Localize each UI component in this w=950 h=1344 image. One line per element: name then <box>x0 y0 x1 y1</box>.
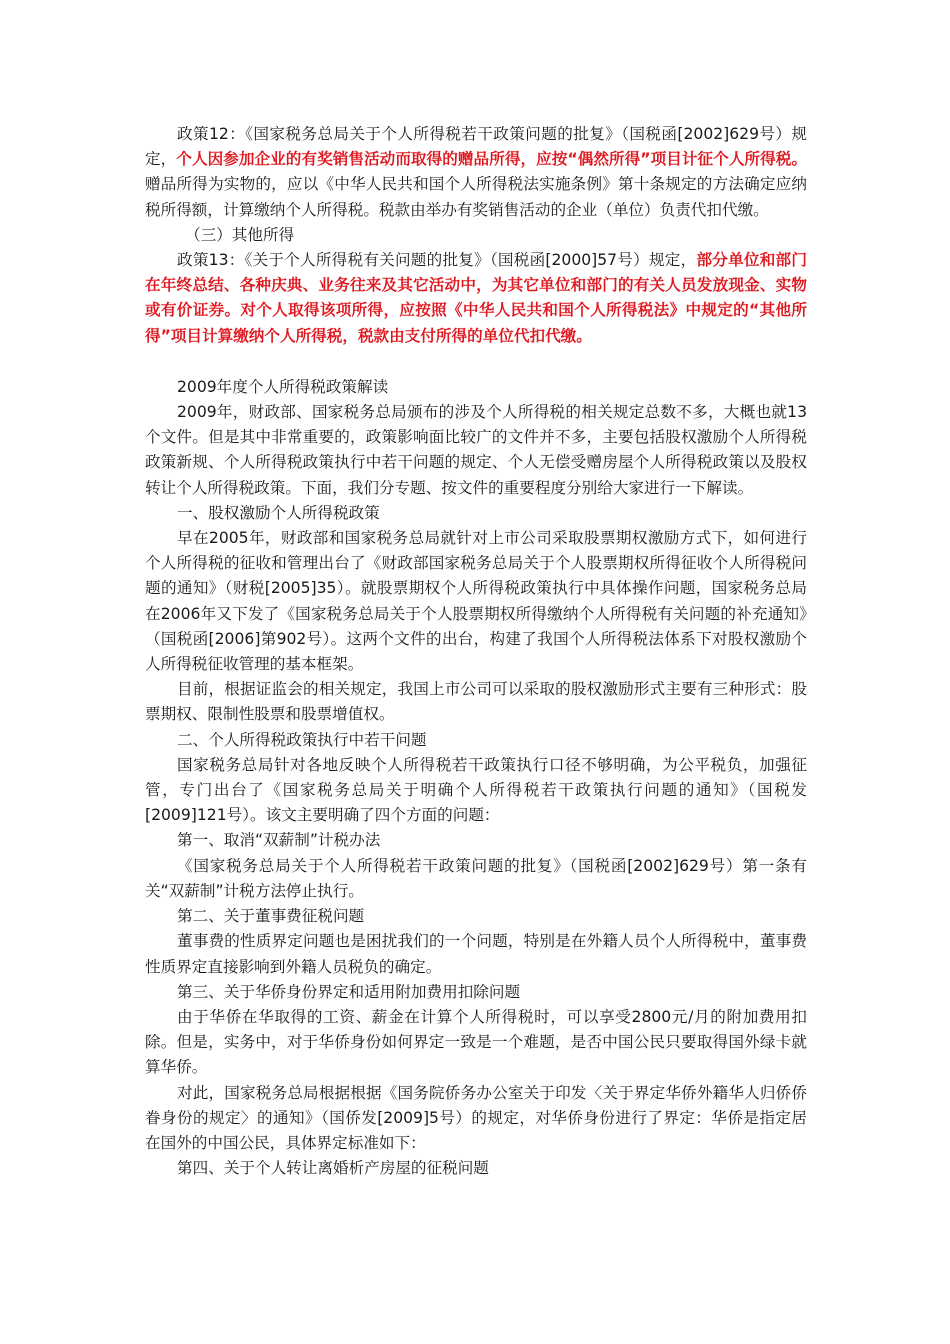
policy-12-rest: 赠品所得为实物的，应以《中华人民共和国个人所得税法实施条例》第十条规定的方法确定应纳税所得额，计算缴纳个人所得税。税款由举办有奖销售活动的企业（单位）负责代扣代缴。 <box>145 175 807 219</box>
section-2-title: 二、个人所得税政策执行中若干问题 <box>177 730 427 749</box>
issue-1-paragraph: 《国家税务总局关于个人所得税若干政策问题的批复》（国税函[2002]629号）第一条有关“双薪制”计税方法停止执行。 <box>145 856 807 900</box>
intro-paragraph: 2009年，财政部、国家税务总局颁布的涉及个人所得税的相关规定总数不多，大概也就13个文件。但是其中非常重要的，政策影响面比较广的文件并不多，主要包括股权激励个人所得税政策新规、个人所得税政策执行中若干问题的规定、个人无偿受赠房屋个人所得税政策以及股权转让个人所得税政策。下面，我们分专题、按文件的重要程度分别给大家进行一下解读。 <box>145 403 807 497</box>
issue-4-title: 第四、关于个人转让离婚析产房屋的征税问题 <box>177 1159 489 1178</box>
policy-13-highlight: 部分单位和部门在年终总结、各种庆典、业务往来及其它活动中，为其它单位和部门的有关人员发放现金、实物或有价证券。对个人取得该项所得，应按照《中华人民共和国个人所得税法》中规定的“其他所得”项目计算缴纳个人所得税，税款由支付所得的单位代扣代缴。 <box>145 251 807 345</box>
policy-12-highlight: 个人因参加企业的有奖销售活动而取得的赠品所得，应按“偶然所得”项目计征个人所得税。 <box>176 150 807 169</box>
section-gap <box>145 349 807 375</box>
issue-2-paragraph: 董事费的性质界定问题也是困扰我们的一个问题，特别是在外籍人员个人所得税中，董事费性质界定直接影响到外籍人员税负的确定。 <box>145 932 807 976</box>
issue-2-title: 第二、关于董事费征税问题 <box>177 907 365 926</box>
document-body <box>145 122 807 1181</box>
section-1-paragraph-1: 早在2005年，财政部和国家税务总局就针对上市公司采取股票期权激励方式下，如何进行个人所得税的征收和管理出台了《财政部国家税务总局关于个人股票期权所得征收个人所得税问题的通知》（财税[2005]35）。就股票期权个人所得税政策执行中具体操作问题，国家税务总局在2006年又下发了《国家税务总局关于个人股票期权所得缴纳个人所得税有关问题的补充通知》（国税函[2006]第902号）。这两个文件的出台，构建了我国个人所得税法体系下对股权激励个人所得税征收管理的基本框架。 <box>145 529 807 674</box>
issue-3-paragraph-2: 对此，国家税务总局根据根据《国务院侨务办公室关于印发〈关于界定华侨外籍华人归侨侨眷身份的规定〉的通知》（国侨发[2009]5号）的规定，对华侨身份进行了界定：华侨是指定居在国外的中国公民，具体界定标准如下： <box>145 1083 807 1152</box>
section-2-paragraph: 国家税务总局针对各地反映个人所得税若干政策执行口径不够明确，为公平税负，加强征管，专门出台了《国家税务总局关于明确个人所得税若干政策执行问题的通知》（国税发[2009]121号）。该文主要明确了四个方面的问题： <box>145 755 807 825</box>
policy-13-intro: 政策13：《关于个人所得税有关问题的批复》（国税函[2000]57号）规定， <box>177 251 697 270</box>
policy-12-intro: 政策12：《国家税务总局关于个人所得税若干政策问题的批复》（国税函[2002]629号）规定， <box>145 125 807 169</box>
other-income-heading: （三）其他所得 <box>185 225 295 244</box>
issue-1-title: 第一、取消“双薪制”计税办法 <box>177 831 381 850</box>
section-1-paragraph-2: 目前，根据证监会的相关规定，我国上市公司可以采取的股权激励形式主要有三种形式：股票期权、限制性股票和股票增值权。 <box>145 680 807 724</box>
section-1-title: 一、股权激励个人所得税政策 <box>177 503 380 522</box>
section-title-2009: 2009年度个人所得税政策解读 <box>177 377 389 396</box>
issue-3-title: 第三、关于华侨身份界定和适用附加费用扣除问题 <box>177 982 521 1001</box>
policy-13-paragraph <box>145 248 807 349</box>
issue-3-paragraph-1: 由于华侨在华取得的工资、薪金在计算个人所得税时，可以享受2800元/月的附加费用扣除。但是，实务中，对于华侨身份如何界定一致是一个难题，是否中国公民只要取得国外绿卡就算华侨。 <box>145 1007 807 1077</box>
policy-12-paragraph <box>145 122 807 223</box>
